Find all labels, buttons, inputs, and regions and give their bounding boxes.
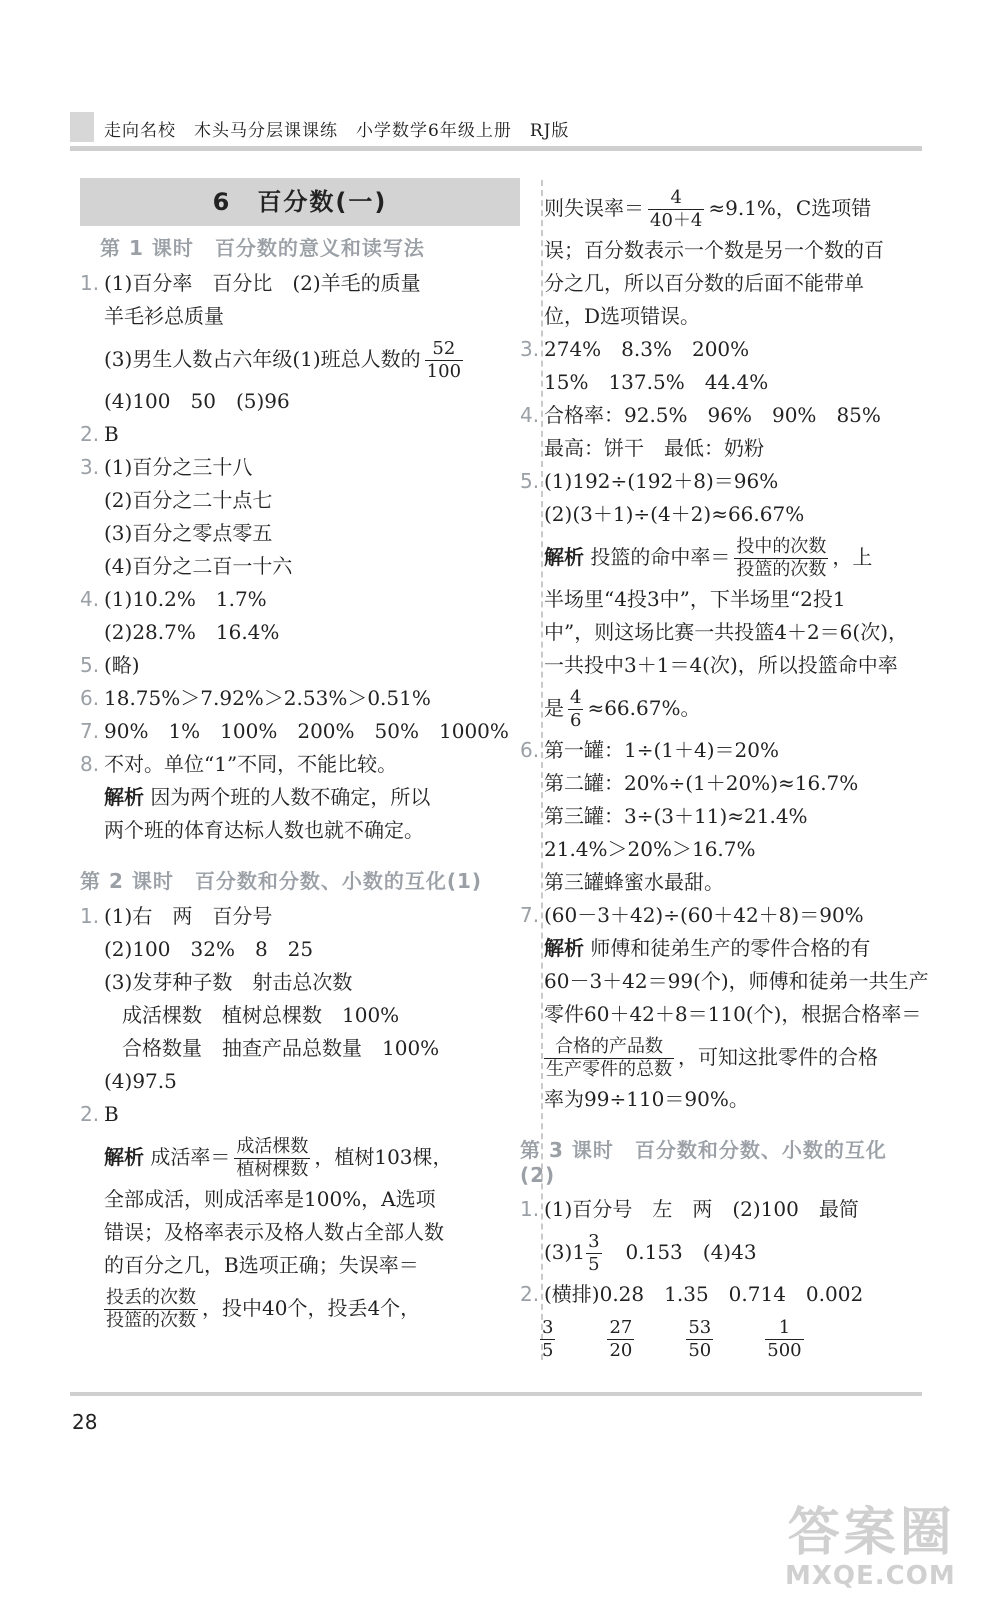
answer-line <box>520 399 920 432</box>
analysis-text: ，植树103棵， <box>314 1145 453 1169</box>
fraction-numerator: 52 <box>425 338 463 361</box>
answer-line <box>520 465 920 498</box>
question-number: 4. <box>520 403 540 427</box>
answer-text: (2)100 32% 8 25 <box>104 937 314 961</box>
fraction-denominator: 植树棵数 <box>236 1159 309 1180</box>
analysis-line <box>80 1282 520 1334</box>
answer-text: 15% 137.5% 44.4% <box>544 370 769 394</box>
answer-text: 18.75%＞7.92%＞2.53%＞0.51% <box>104 686 431 710</box>
question-number: 7. <box>80 719 100 743</box>
analysis-line <box>520 583 920 616</box>
fraction-numerator: 投丢的次数 <box>106 1287 196 1308</box>
answer-line <box>80 682 520 715</box>
answer-line <box>520 734 920 767</box>
answer-line <box>520 1193 920 1226</box>
analysis-line <box>520 267 920 300</box>
answer-text: (1)百分之三十八 <box>104 455 253 479</box>
question-number: 1. <box>80 904 100 928</box>
answer-line <box>520 498 920 531</box>
answer-text: (4)97.5 <box>104 1069 177 1093</box>
analysis-text: 因为两个班的人数不确定，所以 <box>150 785 431 809</box>
analysis-text: 一共投中3＋1＝4(次)，所以投篮命中率 <box>544 653 898 677</box>
answer-line <box>80 1065 520 1098</box>
book-title: 走向名校 木头马分层课课练 小学数学6年级上册 RJ版 <box>104 121 570 141</box>
answer-text: 90% 1% 100% 200% 50% 1000% <box>104 719 509 743</box>
analysis-text: ≈9.1%，C选项错 <box>708 196 872 220</box>
watermark-sub: MXQE.COM <box>785 1561 956 1591</box>
answer-line <box>520 333 920 366</box>
fraction-numerator: 合格的产品数 <box>544 1036 674 1059</box>
fraction-numerator: 4 <box>648 187 704 210</box>
fraction-denominator: 500 <box>767 1340 802 1361</box>
header-decor-block <box>70 112 94 142</box>
analysis-line <box>520 998 920 1031</box>
fraction <box>648 187 704 232</box>
question-number: 1. <box>80 271 100 295</box>
fraction <box>568 687 583 732</box>
answer-line <box>520 833 920 866</box>
question-number: 5. <box>80 653 100 677</box>
answer-line <box>80 1032 520 1065</box>
answer-text: B <box>104 422 119 446</box>
analysis-text: 成活率＝ <box>150 1145 231 1169</box>
question-number: 3. <box>80 455 100 479</box>
analysis-text: 则失误率＝ <box>544 196 644 220</box>
analysis-text: 的百分之几，B选项正确；失误率＝ <box>104 1253 419 1277</box>
analysis-text: 全部成活，则成活率是100%，A选项 <box>104 1187 436 1211</box>
analysis-line <box>520 1031 920 1083</box>
fraction-denominator: 生产零件的总数 <box>546 1059 672 1080</box>
fraction-numerator: 3 <box>542 1317 554 1338</box>
analysis-text: 率为99÷110＝90%。 <box>544 1087 749 1111</box>
analysis-line <box>520 649 920 682</box>
analysis-text: 是 <box>544 696 564 720</box>
answer-line <box>80 748 520 781</box>
question-number: 8. <box>80 752 100 776</box>
fraction-denominator: 20 <box>609 1340 633 1361</box>
fraction-numerator: 投中的次数 <box>736 536 827 557</box>
analysis-line <box>520 531 920 583</box>
answer-text: (1)右 两 百分号 <box>104 904 273 928</box>
question-number: 2. <box>80 1102 100 1126</box>
answer-text: 第三罐蜂蜜水最甜。 <box>544 870 724 894</box>
fraction-denominator: 40＋4 <box>650 210 703 231</box>
analysis-line <box>520 965 929 998</box>
answer-line <box>80 451 520 484</box>
answer-text: (3)百分之零点零五 <box>104 521 273 545</box>
fraction <box>607 1317 634 1362</box>
analysis-label: 解析 <box>544 936 584 960</box>
fraction <box>734 536 828 581</box>
answer-text: 21.4%＞20%＞16.7% <box>544 837 756 861</box>
fraction <box>234 1136 310 1181</box>
answer-text: 274% 8.3% 200% <box>544 337 750 361</box>
answer-line <box>520 800 920 833</box>
analysis-text: ，可知这批零件的合格 <box>678 1045 878 1069</box>
question-number: 2. <box>80 422 100 446</box>
analysis-text: 半场里“4投3中”，下半场里“2投1 <box>544 587 846 611</box>
analysis-line <box>80 1183 520 1216</box>
analysis-line <box>520 182 920 234</box>
answer-text: (4)百分之二百一十六 <box>104 554 293 578</box>
question-number: 3. <box>520 337 540 361</box>
analysis-text: 零件60＋42＋8＝110(个)，根据合格率＝ <box>544 1002 922 1026</box>
answer-line <box>80 715 520 748</box>
question-number: 5. <box>520 469 540 493</box>
fraction <box>425 338 463 383</box>
answer-line <box>80 999 520 1032</box>
fraction-numerator: 27 <box>609 1317 633 1338</box>
answer-text: 不对。单位“1”不同，不能比较。 <box>104 752 398 776</box>
fraction-denominator: 100 <box>426 361 462 382</box>
analysis-text: 60－3＋42＝99(个)，师傅和徒弟一共生产 <box>544 969 929 993</box>
answer-text: 0.153̇ (4)43 <box>605 1240 757 1264</box>
answer-line <box>520 1278 920 1311</box>
answer-line <box>80 616 520 649</box>
analysis-line <box>520 932 920 965</box>
page-number: 28 <box>72 1410 98 1434</box>
answer-line <box>80 649 520 682</box>
fraction <box>686 1317 713 1362</box>
analysis-line <box>520 616 920 649</box>
question-number: 1. <box>520 1197 540 1221</box>
question-number: 6. <box>80 686 100 710</box>
answer-text: 第三罐：3÷(3＋11)≈21.4% <box>544 804 808 828</box>
answer-line <box>80 966 520 999</box>
analysis-text: 中”，则这场比赛一共投篮4＋2＝6(次)， <box>544 620 909 644</box>
answer-line <box>80 484 520 517</box>
fraction-numerator: 1 <box>765 1317 803 1340</box>
footer-rule <box>70 1392 922 1396</box>
answer-line <box>80 300 520 333</box>
fraction-denominator: 投篮的次数 <box>736 559 827 580</box>
lesson-title: 第 3 课时 百分数和分数、小数的互化(2) <box>520 1138 887 1187</box>
answer-text: 合格数量 抽查产品总数量 100% <box>122 1036 440 1060</box>
answer-line <box>80 267 520 300</box>
analysis-label: 解析 <box>104 1145 144 1169</box>
analysis-text: 师傅和徒弟生产的零件合格的有 <box>590 936 871 960</box>
question-number: 6. <box>520 738 540 762</box>
analysis-line <box>80 1216 520 1249</box>
answer-line <box>80 517 520 550</box>
answer-line <box>80 583 520 616</box>
analysis-text: 投篮的命中率＝ <box>590 545 731 569</box>
left-column <box>80 178 520 1334</box>
question-number: 4. <box>80 587 100 611</box>
analysis-label: 解析 <box>544 545 584 569</box>
answer-line <box>520 432 920 465</box>
answer-text: 第一罐：1÷(1＋4)＝20% <box>544 738 779 762</box>
analysis-text: 两个班的体育达标人数也就不确定。 <box>104 818 424 842</box>
fraction <box>104 1287 198 1332</box>
answer-text: 第二罐：20%÷(1＋20%)≈16.7% <box>544 771 859 795</box>
answer-line <box>80 1098 520 1131</box>
question-number: 2. <box>520 1282 540 1306</box>
answer-text: (2)(3＋1)÷(4＋2)≈66.67% <box>544 502 805 526</box>
right-column <box>520 182 929 1362</box>
analysis-text: 位，D选项错误。 <box>544 304 701 328</box>
answer-text: 合格率：92.5% 96% 90% 85% <box>544 403 881 427</box>
fraction-denominator: 6 <box>570 710 582 731</box>
header-rule <box>70 146 922 151</box>
analysis-text: 误；百分数表示一个数是另一个数的百 <box>544 238 884 262</box>
fraction-numerator: 53 <box>688 1317 712 1338</box>
analysis-text: 错误；及格率表示及格人数占全部人数 <box>104 1220 444 1244</box>
fraction-denominator: 5 <box>588 1254 600 1275</box>
answer-text: (3)男生人数占六年级(1)班总人数的 <box>104 347 421 371</box>
analysis-line <box>80 814 520 847</box>
answer-line <box>80 333 520 385</box>
fraction-row <box>520 1317 920 1362</box>
answer-text: (3)1 <box>544 1240 586 1264</box>
analysis-line <box>80 1131 520 1183</box>
analysis-line <box>520 300 920 333</box>
lesson-title: 第 2 课时 百分数和分数、小数的互化(1) <box>80 869 483 893</box>
fraction-numerator: 4 <box>570 687 582 708</box>
watermark-main: 答案圈 <box>787 1503 956 1563</box>
analysis-line <box>80 1249 520 1282</box>
answer-text: (横排)0.28 1.35 0.714 0.002 <box>544 1282 864 1306</box>
fraction <box>540 1317 555 1362</box>
answer-text: B <box>104 1102 119 1126</box>
fraction-denominator: 5 <box>542 1340 554 1361</box>
answer-text: (3)发芽种子数 射击总次数 <box>104 970 353 994</box>
answer-line <box>80 418 520 451</box>
fraction <box>544 1036 674 1081</box>
answer-line <box>520 1226 920 1278</box>
answer-text: (1)10.2% 1.7% <box>104 587 267 611</box>
answer-text: 成活棵数 植树总棵数 100% <box>122 1003 400 1027</box>
answer-line <box>80 900 520 933</box>
answer-text: (1)百分率 百分比 (2)羊毛的质量 <box>104 271 421 295</box>
answer-line <box>520 366 920 399</box>
analysis-line <box>520 234 920 267</box>
answer-text: 羊毛衫总质量 <box>104 304 224 328</box>
answer-line <box>520 899 920 932</box>
answer-text: (2)28.7% 16.4% <box>104 620 280 644</box>
answer-line <box>80 550 520 583</box>
analysis-line <box>520 682 920 734</box>
watermark <box>785 1505 956 1591</box>
answer-text: 最高：饼干 最低：奶粉 <box>544 436 764 460</box>
answer-line <box>80 385 520 418</box>
question-number: 7. <box>520 903 540 927</box>
answer-line <box>520 866 920 899</box>
answer-text: (60－3＋42)÷(60＋42＋8)＝90% <box>544 903 864 927</box>
fraction-denominator: 投篮的次数 <box>106 1310 196 1331</box>
answer-text: (2)百分之二十点七 <box>104 488 273 512</box>
answer-text: (1)192÷(192＋8)＝96% <box>544 469 779 493</box>
chapter-title: 6 百分数(一) <box>80 178 520 226</box>
analysis-label: 解析 <box>104 785 144 809</box>
analysis-text: ，投中40个，投丢4个， <box>202 1296 421 1320</box>
analysis-line <box>520 1083 920 1116</box>
answer-line <box>80 933 520 966</box>
answer-line <box>520 767 920 800</box>
analysis-line <box>80 781 520 814</box>
analysis-text: ≈66.67%。 <box>587 696 701 720</box>
fraction <box>586 1231 601 1276</box>
fraction <box>765 1317 803 1362</box>
lesson-title: 第 1 课时 百分数的意义和读写法 <box>100 236 425 260</box>
fraction-denominator: 50 <box>688 1340 712 1361</box>
answer-text: (4)100 50 (5)96 <box>104 389 290 413</box>
fraction-numerator: 3 <box>588 1231 600 1252</box>
analysis-text: ，上 <box>832 545 873 569</box>
answer-text: (略) <box>104 653 140 677</box>
fraction-numerator: 成活棵数 <box>236 1136 309 1157</box>
analysis-text: 分之几，所以百分数的后面不能带单 <box>544 271 864 295</box>
answer-text: (1)百分号 左 两 (2)100 最简 <box>544 1197 859 1221</box>
